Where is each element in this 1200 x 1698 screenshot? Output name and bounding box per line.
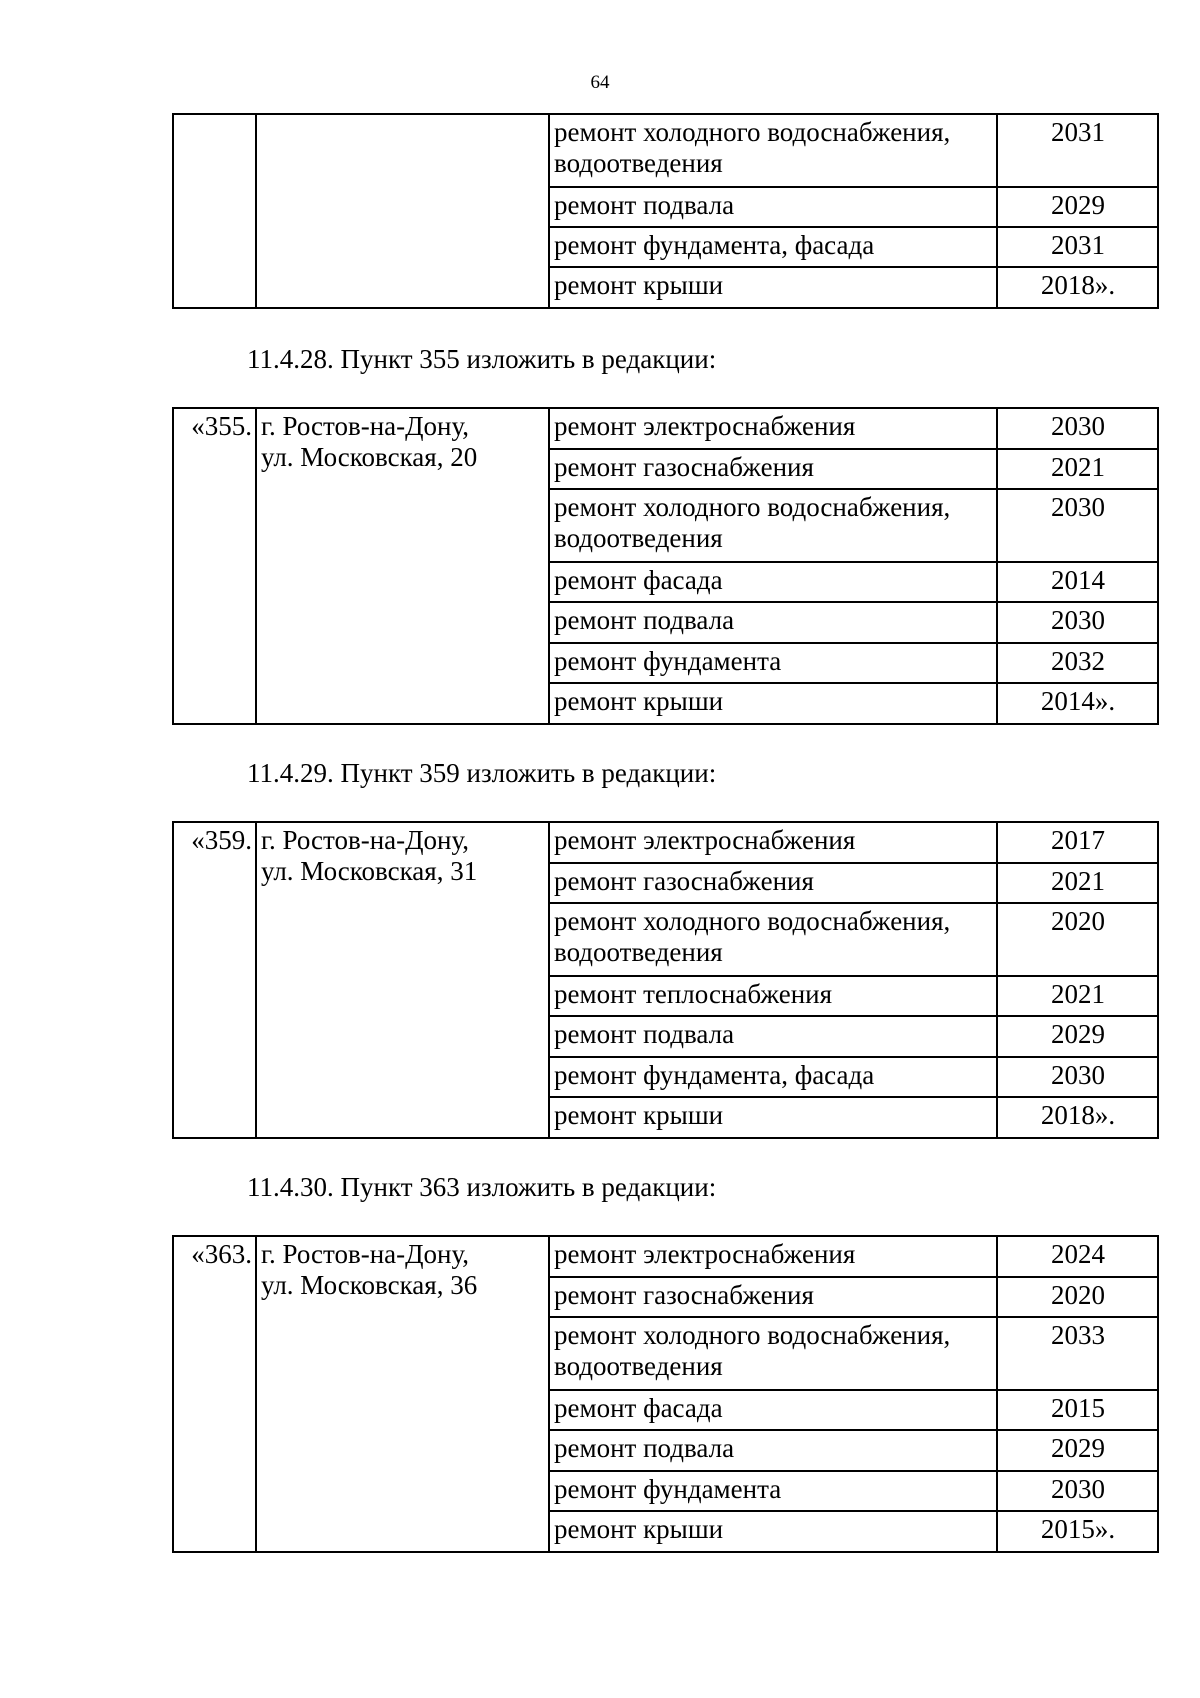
table-row [173,114,1158,187]
item-number-cell: «363. [173,1236,256,1552]
year-cell: 2020 [997,903,1158,976]
year-cell: 2020 [997,1277,1158,1317]
paragraph-11-4-28: 11.4.28. Пункт 355 изложить в редакции: [247,344,717,374]
page-number: 64 [590,72,610,93]
work-cell: ремонт холодного водоснабжения, водоотведения [549,903,997,976]
work-cell: ремонт газоснабжения [549,1277,997,1317]
work-cell: ремонт теплоснабжения [549,976,997,1016]
address-cell: г. Ростов-на-Дону, ул. Московская, 31 [256,822,549,1138]
work-cell: ремонт фасада [549,562,997,602]
table-row [173,822,1158,863]
year-cell: 2017 [997,822,1158,863]
works-table-359 [172,821,1159,1139]
work-cell: ремонт крыши [549,1511,997,1552]
year-cell: 2021 [997,976,1158,1016]
work-cell: ремонт холодного водоснабжения, водоотведения [549,1317,997,1390]
year-cell: 2030 [997,602,1158,643]
year-cell: 2031 [997,114,1158,187]
work-cell: ремонт крыши [549,683,997,724]
address-cell: г. Ростов-на-Дону, ул. Московская, 36 [256,1236,549,1552]
year-cell: 2021 [997,449,1158,489]
year-cell: 2024 [997,1236,1158,1277]
year-cell: 2029 [997,1430,1158,1471]
table-row [173,1236,1158,1277]
year-cell: 2030 [997,1471,1158,1511]
year-cell: 2014». [997,683,1158,724]
work-cell: ремонт крыши [549,267,997,308]
year-cell: 2018». [997,1097,1158,1138]
work-cell: ремонт холодного водоснабжения, водоотведения [549,114,997,187]
work-cell: ремонт подвала [549,1430,997,1471]
year-cell: 2014 [997,562,1158,602]
work-cell: ремонт холодного водоснабжения, водоотведения [549,489,997,562]
works-table-363 [172,1235,1159,1553]
item-number-cell: «355. [173,408,256,724]
year-cell: 2015 [997,1390,1158,1430]
year-cell: 2033 [997,1317,1158,1390]
works-table-continuation [172,113,1159,309]
work-cell: ремонт фундамента, фасада [549,227,997,267]
item-number-cell [173,114,256,308]
work-cell: ремонт подвала [549,1016,997,1057]
work-cell: ремонт подвала [549,187,997,227]
work-cell: ремонт газоснабжения [549,863,997,903]
work-cell: ремонт газоснабжения [549,449,997,489]
address-cell [256,114,549,308]
year-cell: 2029 [997,187,1158,227]
year-cell: 2030 [997,408,1158,449]
work-cell: ремонт фундамента [549,1471,997,1511]
work-cell: ремонт фундамента [549,643,997,683]
address-cell: г. Ростов-на-Дону, ул. Московская, 20 [256,408,549,724]
work-cell: ремонт электроснабжения [549,1236,997,1277]
year-cell: 2015». [997,1511,1158,1552]
paragraph-11-4-30: 11.4.30. Пункт 363 изложить в редакции: [247,1172,717,1202]
table-row [173,408,1158,449]
work-cell: ремонт электроснабжения [549,822,997,863]
year-cell: 2029 [997,1016,1158,1057]
year-cell: 2030 [997,1057,1158,1097]
work-cell: ремонт фундамента, фасада [549,1057,997,1097]
item-number-cell: «359. [173,822,256,1138]
work-cell: ремонт электроснабжения [549,408,997,449]
work-cell: ремонт крыши [549,1097,997,1138]
year-cell: 2018». [997,267,1158,308]
work-cell: ремонт подвала [549,602,997,643]
works-table-355 [172,407,1159,725]
year-cell: 2021 [997,863,1158,903]
year-cell: 2031 [997,227,1158,267]
year-cell: 2030 [997,489,1158,562]
paragraph-11-4-29: 11.4.29. Пункт 359 изложить в редакции: [247,758,717,788]
year-cell: 2032 [997,643,1158,683]
work-cell: ремонт фасада [549,1390,997,1430]
